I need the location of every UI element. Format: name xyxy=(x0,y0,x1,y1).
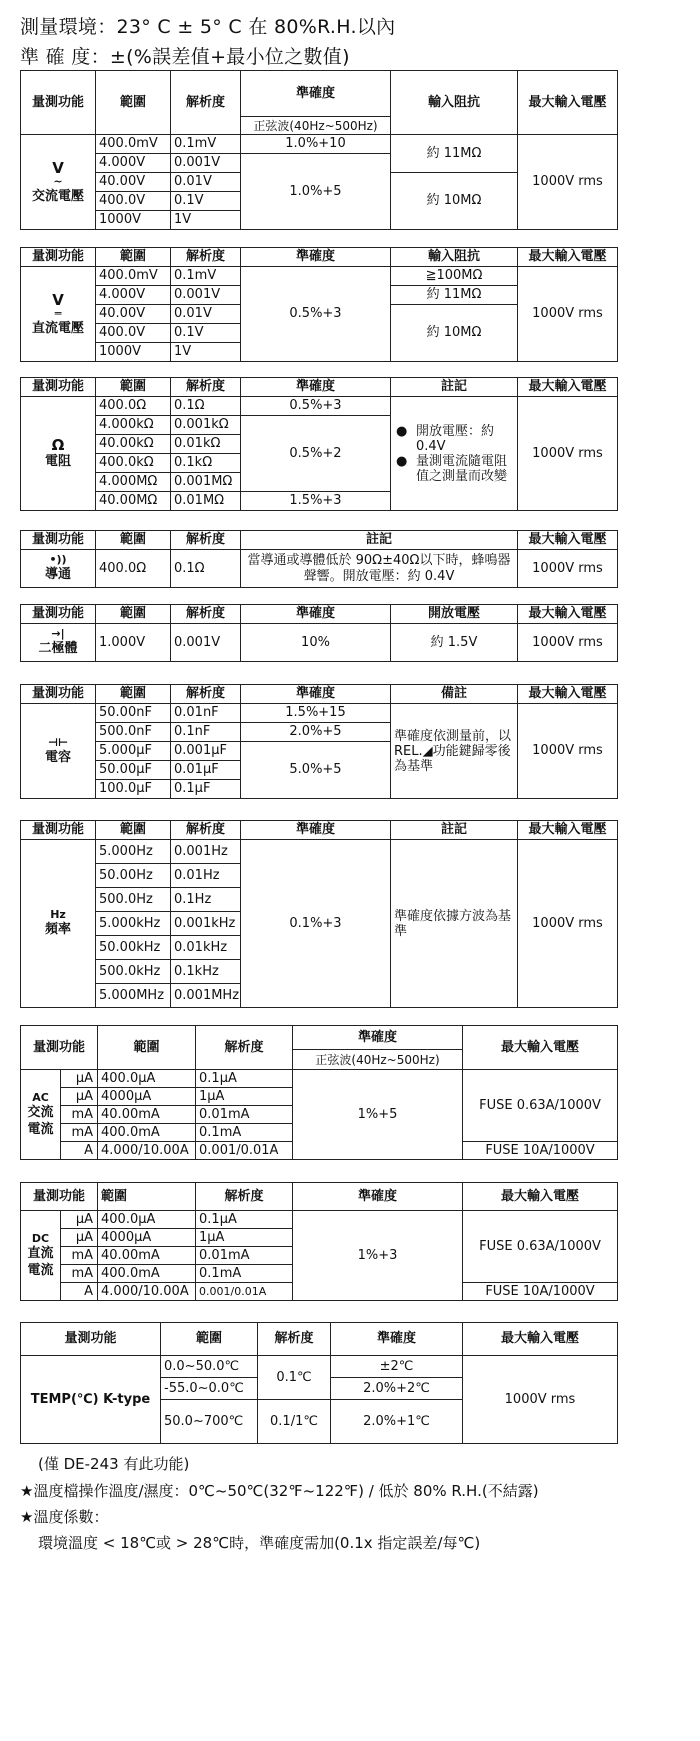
range-cell: 400.0mV xyxy=(96,267,171,286)
header-accuracy: 準確度 xyxy=(241,378,391,397)
unit-cell: μA xyxy=(61,1229,98,1247)
range-cell: 5.000MHz xyxy=(96,984,171,1008)
header-max-input: 最大輸入電壓 xyxy=(518,821,618,840)
range-cell: 40.00V xyxy=(96,173,171,192)
range-cell: 400.0mV xyxy=(96,135,171,154)
frequency-table xyxy=(20,820,618,1008)
range-cell: 5.000Hz xyxy=(96,840,171,864)
resolution-cell: 0.1Hz xyxy=(171,888,241,912)
range-cell: 40.00V xyxy=(96,305,171,324)
header-input-impedance: 輸入阻抗 xyxy=(391,248,518,267)
range-cell: 1.000V xyxy=(96,624,171,662)
header-accuracy: 準確度 xyxy=(241,821,391,840)
ac-current-icon: AC xyxy=(32,1090,49,1104)
header-max-input: 最大輸入電壓 xyxy=(518,531,618,550)
resolution-cell: 0.1V xyxy=(171,324,241,343)
accuracy-definition-line: 準 確 度：±(%誤差值+最小位之數值) xyxy=(20,46,350,68)
range-cell: 4.000/10.00A xyxy=(98,1283,196,1301)
ohm-icon: Ω xyxy=(51,436,65,454)
impedance-cell: 約 10MΩ xyxy=(391,173,518,230)
max-input-cell: 1000V rms xyxy=(518,840,618,1008)
diode-table xyxy=(20,604,618,662)
header-resolution: 解析度 xyxy=(171,378,241,397)
max-input-cell: FUSE 10A/1000V xyxy=(463,1142,618,1160)
header-accuracy: 準確度 xyxy=(293,1026,463,1050)
range-cell: 50.0~700℃ xyxy=(161,1400,258,1444)
range-cell: 50.00μF xyxy=(96,761,171,780)
accuracy-cell: 1%+5 xyxy=(293,1070,463,1160)
header-resolution: 解析度 xyxy=(171,71,241,135)
resolution-cell: 0.1mA xyxy=(196,1265,293,1283)
dc-current-table xyxy=(20,1182,618,1301)
header-function: 量測功能 xyxy=(21,1323,161,1356)
header-range: 範圍 xyxy=(96,248,171,267)
header-sine-wave: 正弦波(40Hz~500Hz) xyxy=(241,117,391,135)
resolution-cell: 0.001kHz xyxy=(171,912,241,936)
accuracy-cell: 1.0%+10 xyxy=(241,135,391,154)
resolution-cell: 1V xyxy=(171,211,241,230)
range-cell: 4000μA xyxy=(98,1088,196,1106)
impedance-cell: 約 10MΩ xyxy=(391,305,518,362)
max-input-cell: FUSE 0.63A/1000V xyxy=(463,1070,618,1142)
resolution-cell: 0.1μF xyxy=(171,780,241,799)
header-function: 量測功能 xyxy=(21,605,96,624)
header-notes: 註記 xyxy=(391,378,518,397)
range-cell: 4.000MΩ xyxy=(96,473,171,492)
temperature-coefficient-text: 環境溫度 < 18℃或 > 28℃時，準確度需加(0.1x 指定誤差/每℃) xyxy=(38,1534,481,1552)
header-notes: 註記 xyxy=(241,531,518,550)
open-voltage-cell: 約 1.5V xyxy=(391,624,518,662)
header-max-input: 最大輸入電壓 xyxy=(518,685,618,704)
header-function: 量測功能 xyxy=(21,248,96,267)
max-input-cell: FUSE 0.63A/1000V xyxy=(463,1211,618,1283)
resolution-cell: 0.001MHz xyxy=(171,984,241,1008)
resolution-cell: 0.1mV xyxy=(171,267,241,286)
accuracy-cell: 1%+3 xyxy=(293,1211,463,1301)
range-cell: 400.0kΩ xyxy=(96,454,171,473)
range-cell: 50.00kHz xyxy=(96,936,171,960)
range-cell: 5.000μF xyxy=(96,742,171,761)
header-range: 範圍 xyxy=(98,1026,196,1070)
sine-wave-icon: ~ xyxy=(53,174,63,188)
environment-line: 測量環境：23° C ± 5° C 在 80%R.H.以內 xyxy=(20,16,396,38)
resistance-table xyxy=(20,377,618,511)
range-cell: 400.0mA xyxy=(98,1265,196,1283)
unit-cell: mA xyxy=(61,1247,98,1265)
header-range: 範圍 xyxy=(96,685,171,704)
range-cell: 40.00mA xyxy=(98,1247,196,1265)
header-resolution: 解析度 xyxy=(171,821,241,840)
accuracy-cell: 0.1%+3 xyxy=(241,840,391,1008)
header-remarks: 備註 xyxy=(391,685,518,704)
function-continuity: •)) 導通 xyxy=(21,550,96,588)
resolution-cell: 0.01MΩ xyxy=(171,492,241,511)
resolution-cell: 0.001V xyxy=(171,624,241,662)
resolution-cell: 1V xyxy=(171,343,241,362)
resolution-cell: 0.001MΩ xyxy=(171,473,241,492)
range-cell: 400.0Ω xyxy=(96,397,171,416)
continuity-table xyxy=(20,530,618,588)
header-range: 範圍 xyxy=(96,378,171,397)
range-cell: 40.00kΩ xyxy=(96,435,171,454)
range-cell: 1000V xyxy=(96,211,171,230)
function-diode: →| 二極體 xyxy=(21,624,96,662)
unit-cell: μA xyxy=(61,1211,98,1229)
header-range: 範圍 xyxy=(96,821,171,840)
range-cell: 5.000kHz xyxy=(96,912,171,936)
header-resolution: 解析度 xyxy=(171,605,241,624)
range-cell: 500.0nF xyxy=(96,723,171,742)
header-accuracy: 準確度 xyxy=(241,248,391,267)
max-input-cell: 1000V rms xyxy=(463,1356,618,1444)
accuracy-cell: 1.5%+15 xyxy=(241,704,391,723)
range-cell: 50.00nF xyxy=(96,704,171,723)
resolution-cell: 0.1Ω xyxy=(171,397,241,416)
temperature-table xyxy=(20,1322,618,1444)
note-item: ● 開放電壓：約 0.4V xyxy=(416,424,514,454)
header-max-input: 最大輸入電壓 xyxy=(463,1183,618,1211)
max-input-cell: 1000V rms xyxy=(518,550,618,588)
accuracy-cell: 5.0%+5 xyxy=(241,742,391,799)
max-input-cell: 1000V rms xyxy=(518,267,618,362)
header-max-input: 最大輸入電壓 xyxy=(463,1026,618,1070)
ac-voltage-table xyxy=(20,70,618,230)
header-accuracy: 準確度 xyxy=(241,71,391,117)
accuracy-cell: ±2℃ xyxy=(331,1356,463,1378)
remarks-cell: 準確度依測量前，以 REL.◢功能鍵歸零後為基準 xyxy=(391,704,518,799)
resolution-cell: 0.01V xyxy=(171,173,241,192)
range-cell: 4.000/10.00A xyxy=(98,1142,196,1160)
function-frequency: Hz 頻率 xyxy=(21,840,96,1008)
header-range: 範圍 xyxy=(161,1323,258,1356)
accuracy-cell: 2.0%+1℃ xyxy=(331,1400,463,1444)
accuracy-cell: 1.5%+3 xyxy=(241,492,391,511)
resolution-cell: 0.1℃ xyxy=(258,1356,331,1400)
resolution-cell: 0.1/1℃ xyxy=(258,1400,331,1444)
header-max-input: 最大輸入電壓 xyxy=(518,605,618,624)
dc-voltage-icon: V xyxy=(52,290,64,309)
resolution-cell: 0.01μF xyxy=(171,761,241,780)
range-cell: 400.0μA xyxy=(98,1211,196,1229)
range-cell: 4.000V xyxy=(96,286,171,305)
resolution-cell: 0.001kΩ xyxy=(171,416,241,435)
header-resolution: 解析度 xyxy=(196,1183,293,1211)
operating-temperature-note: ★溫度檔操作溫度/濕度：0℃~50℃(32℉~122℉) / 低於 80% R.H.(不結露) xyxy=(20,1482,539,1500)
accuracy-cell: 0.5%+3 xyxy=(241,267,391,362)
resolution-cell: 0.01mA xyxy=(196,1247,293,1265)
unit-cell: A xyxy=(61,1142,98,1160)
temperature-coefficient-title: ★溫度係數： xyxy=(20,1508,109,1526)
header-function: 量測功能 xyxy=(21,1183,98,1211)
range-cell: 40.00mA xyxy=(98,1106,196,1124)
range-cell: 400.0V xyxy=(96,324,171,343)
resolution-cell: 0.1μA xyxy=(196,1211,293,1229)
resolution-cell: 0.1mA xyxy=(196,1124,293,1142)
header-accuracy: 準確度 xyxy=(331,1323,463,1356)
range-cell: 400.0μA xyxy=(98,1070,196,1088)
accuracy-cell: 10% xyxy=(241,624,391,662)
unit-cell: A xyxy=(61,1283,98,1301)
header-function: 量測功能 xyxy=(21,821,96,840)
ac-voltage-icon: V xyxy=(52,158,64,177)
header-accuracy: 準確度 xyxy=(241,685,391,704)
header-resolution: 解析度 xyxy=(171,248,241,267)
unit-cell: mA xyxy=(61,1106,98,1124)
max-input-cell: 1000V rms xyxy=(518,704,618,799)
notes-cell: 準確度依據方波為基準 xyxy=(391,840,518,1008)
header-max-input: 最大輸入電壓 xyxy=(518,71,618,135)
function-resistance: Ω 電阻 xyxy=(21,397,96,511)
header-function: 量測功能 xyxy=(21,1026,98,1070)
dc-voltage-table xyxy=(20,247,618,362)
function-temperature: TEMP(℃) K-type xyxy=(21,1356,161,1444)
header-function: 量測功能 xyxy=(21,531,96,550)
header-max-input: 最大輸入電壓 xyxy=(463,1323,618,1356)
capacitance-table xyxy=(20,684,618,799)
resolution-cell: 0.1μA xyxy=(196,1070,293,1088)
header-resolution: 解析度 xyxy=(196,1026,293,1070)
header-range: 範圍 xyxy=(96,71,171,135)
resolution-cell: 0.1V xyxy=(171,192,241,211)
dc-line-icon: ═ xyxy=(54,306,62,320)
header-resolution: 解析度 xyxy=(171,531,241,550)
notes-cell xyxy=(391,397,518,511)
range-cell: 100.0μF xyxy=(96,780,171,799)
resolution-cell: 0.01Hz xyxy=(171,864,241,888)
resolution-cell: 0.01kΩ xyxy=(171,435,241,454)
header-range: 範圍 xyxy=(96,605,171,624)
model-note: (僅 DE-243 有此功能) xyxy=(38,1455,190,1473)
impedance-cell: 約 11MΩ xyxy=(391,286,518,305)
resolution-cell: 0.1kHz xyxy=(171,960,241,984)
resolution-cell: 0.1kΩ xyxy=(171,454,241,473)
note-item: ● 量測電流隨電阻值之測量而改變 xyxy=(416,454,514,484)
unit-cell: μA xyxy=(61,1070,98,1088)
resolution-cell: 0.01V xyxy=(171,305,241,324)
resolution-cell: 0.01mA xyxy=(196,1106,293,1124)
resolution-cell: 1μA xyxy=(196,1088,293,1106)
notes-cell: 當導通或導體低於 90Ω±40Ω以下時，蜂鳴器聲響。開放電壓：約 0.4V xyxy=(241,550,518,588)
header-accuracy: 準確度 xyxy=(241,605,391,624)
max-input-cell: FUSE 10A/1000V xyxy=(463,1283,618,1301)
function-ac-voltage: V ~ 交流電壓 xyxy=(21,135,96,230)
header-function: 量測功能 xyxy=(21,685,96,704)
resolution-cell: 0.001V xyxy=(171,286,241,305)
header-resolution: 解析度 xyxy=(171,685,241,704)
buzzer-icon: •)) xyxy=(49,553,67,566)
range-cell: -55.0~0.0℃ xyxy=(161,1378,258,1400)
resolution-cell: 0.001/0.01A xyxy=(196,1283,293,1301)
accuracy-cell: 2.0%+5 xyxy=(241,723,391,742)
header-max-input: 最大輸入電壓 xyxy=(518,378,618,397)
header-function: 量測功能 xyxy=(21,378,96,397)
header-max-input: 最大輸入電壓 xyxy=(518,248,618,267)
resolution-cell: 0.001V xyxy=(171,154,241,173)
max-input-cell: 1000V rms xyxy=(518,397,618,511)
hz-icon: Hz xyxy=(50,908,66,921)
dc-current-icon: DC xyxy=(31,1231,50,1245)
unit-cell: mA xyxy=(61,1124,98,1142)
max-input-cell: 1000V rms xyxy=(518,624,618,662)
resolution-cell: 0.1nF xyxy=(171,723,241,742)
capacitor-icon: ⊣⊢ xyxy=(47,735,69,749)
resolution-cell: 0.1Ω xyxy=(171,550,241,588)
header-accuracy: 準確度 xyxy=(293,1183,463,1211)
ac-current-table xyxy=(20,1025,618,1160)
impedance-cell: ≧100MΩ xyxy=(391,267,518,286)
range-cell: 500.0kHz xyxy=(96,960,171,984)
accuracy-cell: 0.5%+3 xyxy=(241,397,391,416)
resolution-cell: 1μA xyxy=(196,1229,293,1247)
header-input-impedance: 輸入阻抗 xyxy=(391,71,518,135)
range-cell: 4.000kΩ xyxy=(96,416,171,435)
resolution-cell: 0.1mV xyxy=(171,135,241,154)
range-cell: 0.0~50.0℃ xyxy=(161,1356,258,1378)
header-sine-wave: 正弦波(40Hz~500Hz) xyxy=(293,1050,463,1070)
unit-cell: mA xyxy=(61,1265,98,1283)
range-cell: 40.00MΩ xyxy=(96,492,171,511)
header-function: 量測功能 xyxy=(21,71,96,135)
range-cell: 4.000V xyxy=(96,154,171,173)
header-range: 範圍 xyxy=(98,1183,196,1211)
range-cell: 400.0mA xyxy=(98,1124,196,1142)
function-capacitance: ⊣⊢ 電容 xyxy=(21,704,96,799)
resolution-cell: 0.01nF xyxy=(171,704,241,723)
range-cell: 400.0Ω xyxy=(96,550,171,588)
max-input-cell: 1000V rms xyxy=(518,135,618,230)
resolution-cell: 0.001Hz xyxy=(171,840,241,864)
impedance-cell: 約 11MΩ xyxy=(391,135,518,173)
range-cell: 50.00Hz xyxy=(96,864,171,888)
unit-cell: μA xyxy=(61,1088,98,1106)
range-cell: 500.0Hz xyxy=(96,888,171,912)
resolution-cell: 0.01kHz xyxy=(171,936,241,960)
range-cell: 1000V xyxy=(96,343,171,362)
header-range: 範圍 xyxy=(96,531,171,550)
range-cell: 4000μA xyxy=(98,1229,196,1247)
header-resolution: 解析度 xyxy=(258,1323,331,1356)
header-notes: 註記 xyxy=(391,821,518,840)
function-dc-current: DC 直流電流 xyxy=(21,1211,61,1301)
resolution-cell: 0.001μF xyxy=(171,742,241,761)
range-cell: 400.0V xyxy=(96,192,171,211)
accuracy-cell: 1.0%+5 xyxy=(241,154,391,230)
accuracy-cell: 2.0%+2℃ xyxy=(331,1378,463,1400)
function-dc-voltage: V ═ 直流電壓 xyxy=(21,267,96,362)
resolution-cell: 0.001/0.01A xyxy=(196,1142,293,1160)
header-open-voltage: 開放電壓 xyxy=(391,605,518,624)
diode-icon: →| xyxy=(51,627,65,640)
function-ac-current: AC 交流電流 xyxy=(21,1070,61,1160)
accuracy-cell: 0.5%+2 xyxy=(241,416,391,492)
